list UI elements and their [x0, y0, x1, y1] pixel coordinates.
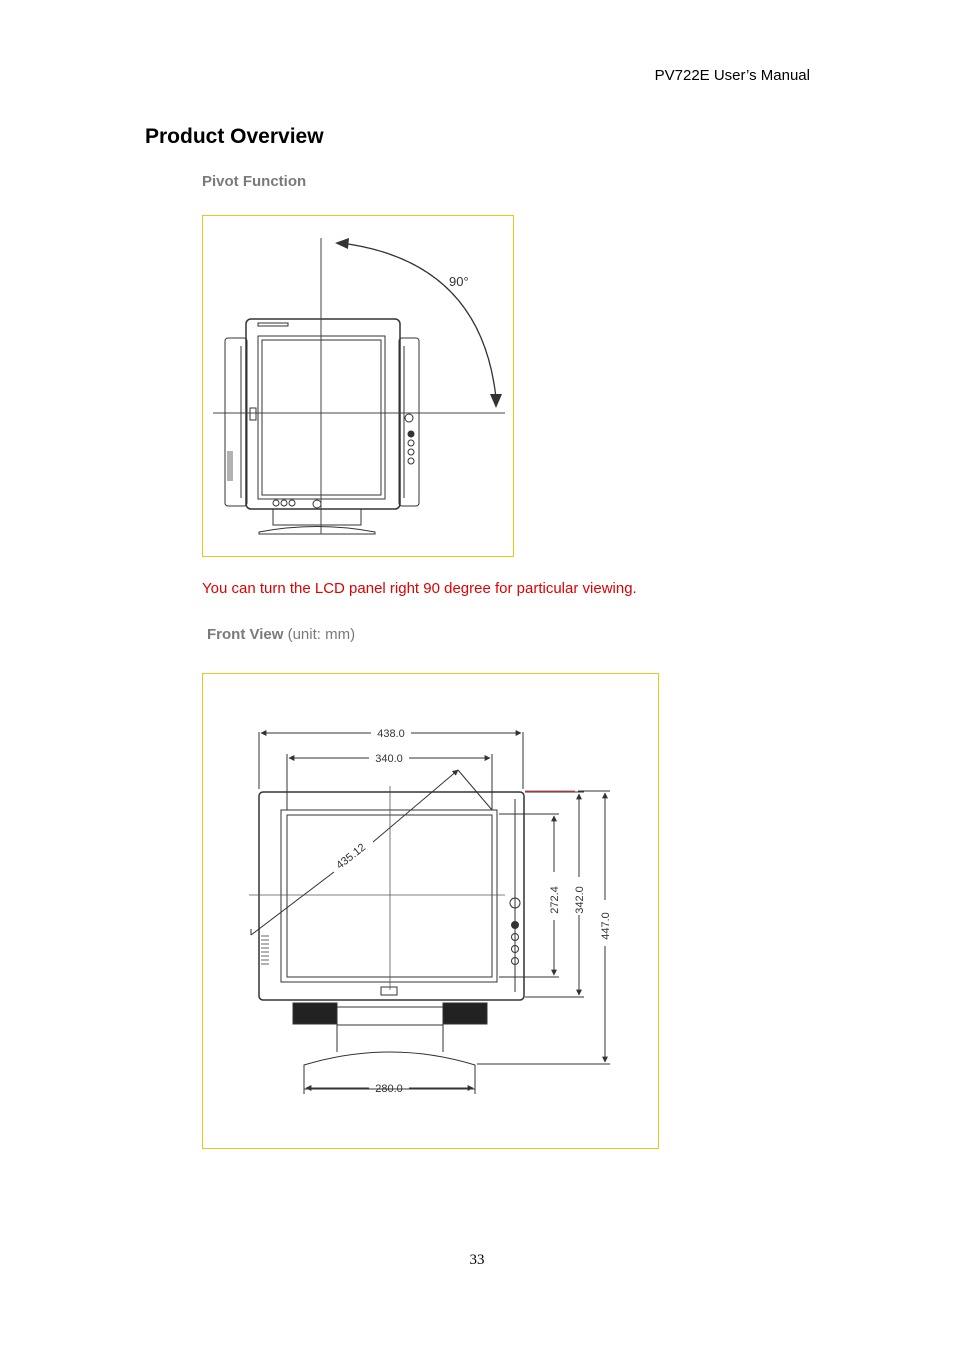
rotation-angle-label: 90° [449, 274, 469, 289]
pivot-caption: You can turn the LCD panel right 90 degree for particular viewing. [202, 580, 637, 597]
front-view-figure [202, 673, 659, 1149]
dim-screen-height: 272.4 [549, 886, 561, 914]
front-view-unit: (unit: mm) [287, 626, 356, 643]
dim-base-width: 280.0 [375, 1083, 403, 1095]
front-monitor-bezel [259, 792, 524, 1000]
dim-overall-height: 447.0 [600, 912, 612, 940]
front-view-heading [207, 626, 355, 643]
pivot-monitor-drawing [203, 216, 513, 556]
front-view-drawing [203, 674, 658, 1148]
arrow-head-left [335, 238, 349, 249]
monitor-bezel [246, 319, 400, 509]
right-speaker [443, 1003, 487, 1024]
page-number: 33 [469, 1252, 485, 1268]
arrow-head-down [490, 394, 502, 408]
dim-diagonal: 435.12 [334, 841, 369, 872]
left-speaker [293, 1003, 337, 1024]
front-monitor-screen [281, 810, 497, 982]
pivot-function-heading: Pivot Function [202, 173, 307, 190]
page-title: Product Overview [145, 125, 324, 148]
running-header: PV722E User’s Manual [654, 67, 810, 84]
dim-screen-width: 340.0 [375, 753, 403, 765]
dim-panel-height: 342.0 [574, 886, 586, 914]
pivot-function-figure [202, 215, 514, 557]
dim-overall-width: 438.0 [377, 728, 405, 740]
front-view-title: Front View [207, 626, 284, 643]
